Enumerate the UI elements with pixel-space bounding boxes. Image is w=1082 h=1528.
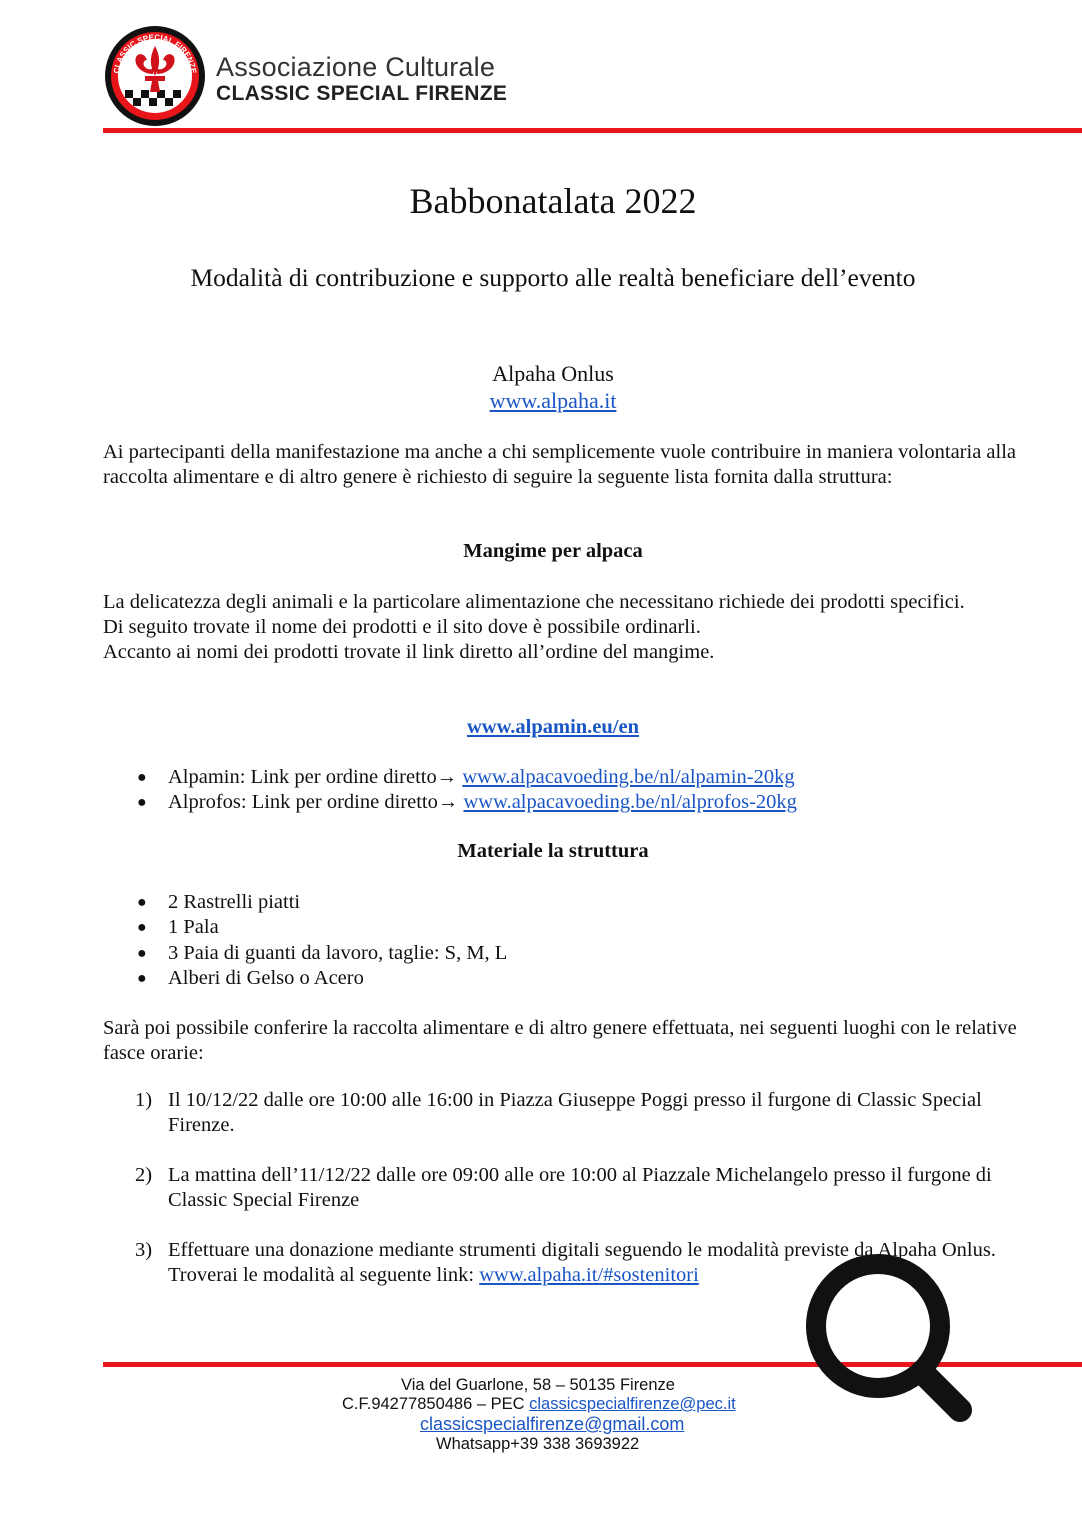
product-list [130,765,797,816]
document-subtitle: Modalità di contribuzione e supporto alle realtà beneficiare dell’evento [190,263,916,292]
footer-whatsapp: Whatsapp+39 338 3693922 [436,1435,640,1453]
feed-paragraph [103,590,1043,665]
bullet-icon: ● [137,894,147,911]
organization-logo [103,24,207,128]
material-item: 2 Rastrelli piatti [168,891,301,913]
footer-cf-pec-line [342,1394,736,1414]
list-item [130,915,507,940]
product-label: Alprofos: Link per ordine diretto→ [168,791,464,814]
feed-text-1: La delicatezza degli animali e la particolare alimentazione che necessitano richiede dei prodotti specifici. [103,591,965,613]
org-name: Associazione Culturale [216,52,496,82]
material-item: Alberi di Gelso o Acero [168,966,364,989]
list-item [130,966,507,991]
list-number: 3) [135,1239,153,1261]
feed-heading: Mangime per alpaca [463,540,643,562]
material-item: 3 Paia di guanti da lavoro, taglie: S, M, L [168,941,508,964]
donation-link[interactable]: www.alpaha.it/#sostenitori [479,1264,699,1286]
product-label: Alpamin: Link per ordine diretto→ [168,766,463,788]
header-divider [103,128,1082,133]
dropoff-text: Il 10/12/22 dalle ore 10:00 alle 16:00 in Piazza Giuseppe Poggi presso il furgone di Classic Special Firenze. [168,1089,982,1136]
list-item [130,1088,1010,1138]
shop-link-line [0,716,1082,739]
dropoff-text: La mattina dell’11/12/22 dalle ore 09:00 alle ore 10:00 al Piazzale Michelangelo presso il furgone di Classic Special Firenze [168,1164,992,1211]
list-item [130,890,507,915]
beneficiary-website-line [0,388,1082,414]
list-item [130,941,507,966]
feed-text-3: Accanto ai nomi dei prodotti trovate il link diretto all’ordine del mangime. [103,641,715,663]
list-number: 1) [135,1089,153,1111]
footer-email-line [420,1414,684,1434]
product-order-link[interactable]: www.alpacavoeding.be/nl/alpamin-20kg [462,766,795,788]
beneficiary-name: Alpaha Onlus [492,361,614,386]
bullet-icon: ● [137,769,147,786]
dropoff-intro: Sarà poi possibile conferire la raccolta alimentare e di altro genere effettuata, nei seguenti luoghi con le relative fasce orarie: [103,1017,1017,1064]
donation-link-prefix: Troverai le modalità al seguente link: [168,1264,480,1286]
materials-heading: Materiale la struttura [457,840,649,862]
list-item [130,765,797,790]
footer-email-link[interactable]: classicspecialfirenze@gmail.com [420,1414,685,1434]
product-order-link[interactable]: www.alpacavoeding.be/nl/alprofos-20kg [463,791,797,814]
intro-paragraph: Ai partecipanti della manifestazione ma anche a chi semplicemente vuole contribuire in maniera volontaria alla raccolta alimentare e di altro genere è richiesto di seguire la seguente lista fornita dalla struttura: [103,441,1017,488]
bullet-icon: ● [137,919,147,937]
footer-address: Via del Guarlone, 58 – 50135 Firenze [401,1376,675,1394]
bullet-icon: ● [137,794,147,812]
bullet-icon: ● [137,944,147,962]
bullet-icon: ● [137,969,147,987]
list-number: 2) [135,1164,153,1186]
logo-text: CLASSIC SPECIAL FIRENZE [112,32,198,75]
shop-link[interactable]: www.alpamin.eu/en [467,716,639,738]
feed-text-2: Di seguito trovate il nome dei prodotti e il sito dove è possibile ordinarli. [103,616,701,638]
materials-list [130,890,507,991]
beneficiary-website-link[interactable]: www.alpaha.it [489,388,617,413]
magnifier-icon[interactable] [800,1250,980,1430]
material-item: 1 Pala [168,916,219,939]
document-title: Babbonatalata 2022 [409,181,697,221]
footer-pec-link[interactable]: classicspecialfirenze@pec.it [529,1395,736,1413]
list-item [130,790,797,815]
org-subtitle: CLASSIC SPECIAL FIRENZE [216,82,508,105]
dropoff-text: Effettuare una donazione mediante strumenti digitali seguendo le modalità previste da Alpaha Onlus. [168,1239,996,1261]
footer-cf: C.F.94277850486 – PEC [342,1395,530,1413]
list-item [130,1163,1010,1213]
